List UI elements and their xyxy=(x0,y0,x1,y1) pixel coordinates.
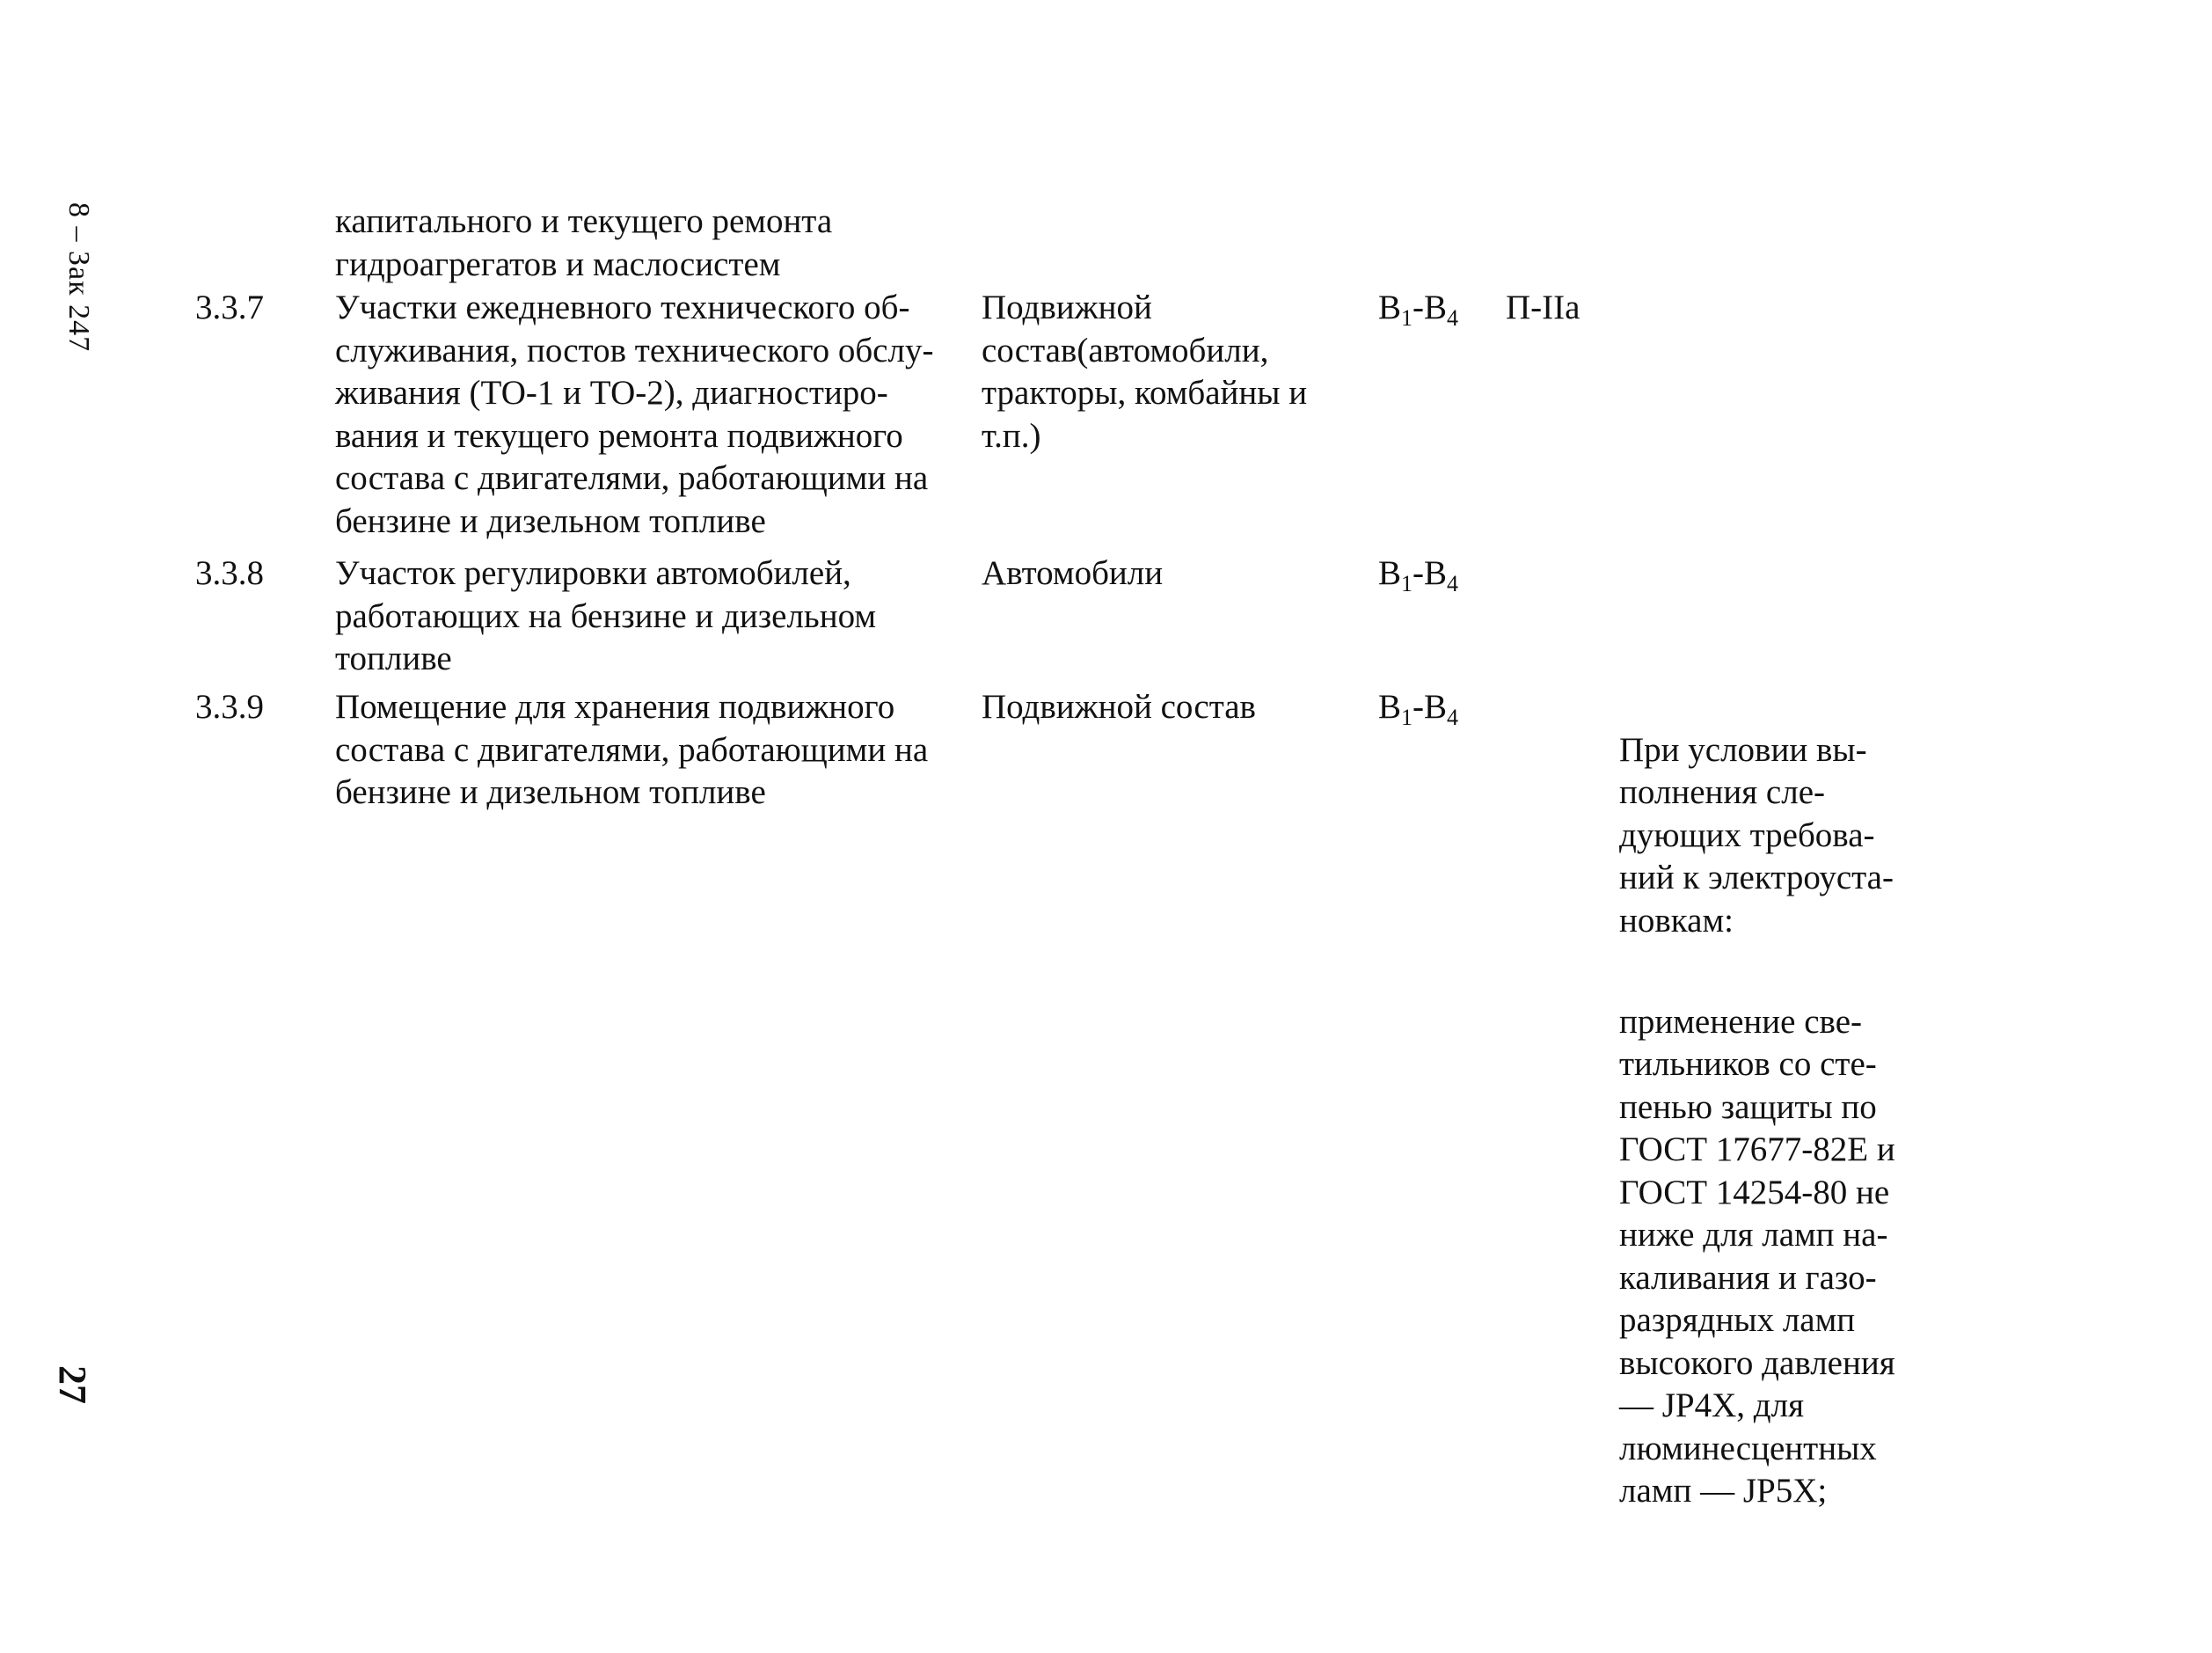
row-object-3-3-7: Подвижной состав(автомобили, тракторы, комбайны и т.п.) xyxy=(982,289,1308,455)
row-number-3-3-9: 3.3.9 xyxy=(195,688,264,726)
row-description-3-3-8: Участок регулировки автомобилей, работающих на бензине и дизельном топливе xyxy=(335,554,877,677)
row-note-3-3-9 xyxy=(1619,686,1953,1555)
row-zone-class-3-3-7 xyxy=(1378,287,1458,330)
row-number-3-3-8: 3.3.8 xyxy=(195,554,264,592)
page-number: 27 xyxy=(51,1365,94,1404)
zone-class-dash: -В xyxy=(1413,289,1448,326)
row-group-3-3-7: П-IIa xyxy=(1506,289,1581,326)
zone-class-subscript-to: 4 xyxy=(1447,571,1459,596)
row-zone-class-3-3-9 xyxy=(1378,686,1458,729)
row-description-3-3-9: Помещение для хранения подвижного состава с двигателями, работающими на бензине и дизельном топливе xyxy=(335,688,929,811)
zone-class-dash: -В xyxy=(1413,688,1448,726)
zone-class-dash: -В xyxy=(1413,554,1448,592)
zone-class-subscript-to: 4 xyxy=(1447,305,1459,331)
zone-class-letter: В xyxy=(1378,554,1402,592)
row-object-3-3-8: Автомобили xyxy=(982,554,1164,592)
zone-class-subscript-from: 1 xyxy=(1401,705,1413,730)
zone-class-subscript-from: 1 xyxy=(1401,571,1413,596)
margin-order-note: 8 – Зак 247 xyxy=(62,202,95,353)
note-paragraph-luminaires: применение све- тильников со сте- пенью защиты по ГОСТ 17677-82Е и ГОСТ 14254-80 не ниже для ламп на- каливания и газо- разрядных ламп высокого давления — JP4X, для люминесцентных ламп — JP5X; xyxy=(1619,1002,1895,1510)
row-description-3-3-7: Участки ежедневного технического об- служивания, постов технического обслу- живания (ТО-1 и ТО-2), диагностиро- вания и текущего ремонта подвижного состава с двигателями, работающими на бензине и дизельном топливе xyxy=(335,289,934,540)
zone-class-subscript-to: 4 xyxy=(1447,705,1459,730)
row-object-3-3-9: Подвижной состав xyxy=(982,688,1256,726)
zone-class-letter: В xyxy=(1378,688,1402,726)
zone-class-subscript-from: 1 xyxy=(1401,305,1413,331)
zone-class-letter: В xyxy=(1378,289,1402,326)
note-paragraph-conditions: При условии вы- полнения сле- дующих требова- ний к электроуста- новкам: xyxy=(1619,730,1894,940)
continuation-text: капитального и текущего ремонта гидроагрегатов и маслосистем xyxy=(335,202,833,283)
row-number-3-3-7: 3.3.7 xyxy=(195,289,264,326)
row-zone-class-3-3-8 xyxy=(1378,552,1458,596)
